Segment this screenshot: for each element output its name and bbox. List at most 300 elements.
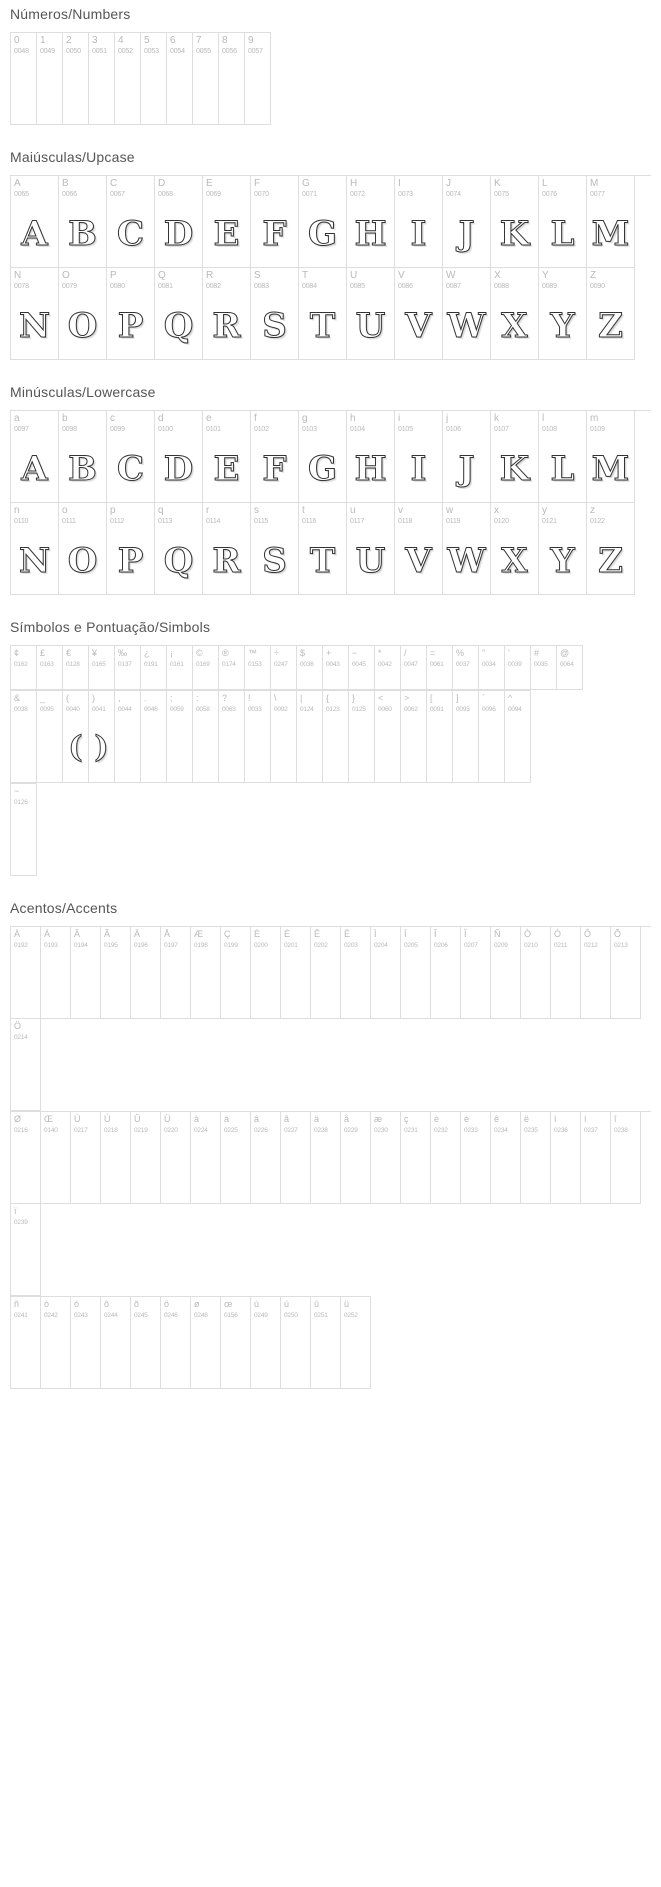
glyph-cell[interactable] <box>203 176 251 268</box>
charmap-section <box>0 0 661 125</box>
glyph-cell[interactable] <box>251 1112 281 1204</box>
glyph-cell[interactable] <box>219 691 245 783</box>
glyph-code-label: 0236 <box>554 1127 568 1134</box>
glyph-preview: C <box>116 214 145 254</box>
glyph-char-label: 6 <box>170 35 176 46</box>
glyph-cell[interactable] <box>521 927 551 1019</box>
charmap-section <box>0 613 661 876</box>
glyph-cell[interactable] <box>281 1297 311 1389</box>
glyph-cell[interactable] <box>221 1112 251 1204</box>
glyph-char-label: b <box>62 413 68 424</box>
glyph-code-label: 0125 <box>352 706 366 713</box>
glyph-code-label: 0193 <box>44 942 58 949</box>
glyph-cell[interactable] <box>63 646 89 690</box>
glyph-preview: E <box>213 449 240 489</box>
glyph-char-label: k <box>494 413 499 424</box>
glyph-cell[interactable] <box>203 268 251 360</box>
glyph-char-label: Ê <box>314 929 321 939</box>
glyph-code-label: 0121 <box>542 518 557 525</box>
glyph-cell[interactable] <box>299 411 347 503</box>
glyph-char-label: 5 <box>144 35 150 46</box>
glyph-code-label: 0246 <box>164 1312 178 1319</box>
glyph-cell[interactable] <box>155 268 203 360</box>
glyph-grid <box>10 175 651 360</box>
glyph-cell[interactable] <box>131 1112 161 1204</box>
glyph-cell[interactable] <box>101 1297 131 1389</box>
glyph-code-label: 0115 <box>254 518 269 525</box>
glyph-cell[interactable] <box>59 503 107 595</box>
glyph-cell[interactable] <box>11 784 37 876</box>
glyph-cell[interactable] <box>115 33 141 125</box>
glyph-char-label: í <box>584 1114 587 1124</box>
glyph-cell[interactable] <box>11 503 59 595</box>
glyph-cell[interactable] <box>251 503 299 595</box>
glyph-cell[interactable] <box>11 1297 41 1389</box>
glyph-char-label: q <box>158 505 164 516</box>
glyph-cell[interactable] <box>281 1112 311 1204</box>
glyph-cell[interactable] <box>11 33 37 125</box>
glyph-code-label: 0232 <box>434 1127 448 1134</box>
glyph-cell[interactable] <box>245 33 271 125</box>
glyph-cell[interactable] <box>521 1112 551 1204</box>
glyph-cell[interactable] <box>89 691 115 783</box>
glyph-cell[interactable] <box>191 1297 221 1389</box>
glyph-cell[interactable] <box>401 927 431 1019</box>
glyph-cell[interactable] <box>581 927 611 1019</box>
glyph-code-label: 0156 <box>224 1312 238 1319</box>
glyph-char-label: : <box>196 693 199 703</box>
glyph-cell[interactable] <box>59 176 107 268</box>
glyph-cell[interactable] <box>297 691 323 783</box>
glyph-cell[interactable] <box>551 1112 581 1204</box>
glyph-code-label: 0126 <box>14 799 28 806</box>
glyph-char-label: Ü <box>164 1114 171 1124</box>
glyph-cell[interactable] <box>37 646 63 690</box>
glyph-cell[interactable] <box>37 33 63 125</box>
glyph-cell[interactable] <box>63 33 89 125</box>
glyph-cell[interactable] <box>191 1112 221 1204</box>
glyph-cell[interactable] <box>193 691 219 783</box>
glyph-cell[interactable] <box>221 1297 251 1389</box>
glyph-cell[interactable] <box>443 268 491 360</box>
glyph-cell[interactable] <box>611 1112 641 1204</box>
glyph-code-label: 0033 <box>248 706 262 713</box>
glyph-code-label: 0042 <box>378 661 392 668</box>
glyph-char-label: Ï <box>464 929 467 939</box>
glyph-code-label: 0205 <box>404 942 418 949</box>
glyph-cell[interactable] <box>551 927 581 1019</box>
glyph-cell[interactable] <box>203 503 251 595</box>
glyph-code-label: 0084 <box>302 283 317 290</box>
glyph-cell[interactable] <box>161 1297 191 1389</box>
glyph-cell[interactable] <box>461 1112 491 1204</box>
glyph-cell[interactable] <box>11 268 59 360</box>
glyph-cell[interactable] <box>479 646 505 690</box>
glyph-cell[interactable] <box>587 503 635 595</box>
glyph-cell[interactable] <box>251 268 299 360</box>
glyph-cell[interactable] <box>395 411 443 503</box>
glyph-char-label: à <box>194 1114 200 1124</box>
glyph-cell[interactable] <box>37 691 63 783</box>
glyph-cell[interactable] <box>431 1112 461 1204</box>
glyph-char-label: B <box>62 178 69 189</box>
glyph-cell[interactable] <box>131 927 161 1019</box>
glyph-cell[interactable] <box>347 176 395 268</box>
glyph-preview: K <box>499 449 530 489</box>
glyph-cell[interactable] <box>107 503 155 595</box>
glyph-preview: A <box>21 449 48 489</box>
glyph-char-label: ` <box>482 693 485 703</box>
glyph-cell[interactable] <box>11 646 37 690</box>
glyph-cell[interactable] <box>155 411 203 503</box>
glyph-cell[interactable] <box>347 411 395 503</box>
glyph-code-label: 0102 <box>254 426 269 433</box>
glyph-code-label: 0097 <box>14 426 29 433</box>
glyph-code-label: 0079 <box>62 283 77 290</box>
glyph-code-label: 0046 <box>144 706 158 713</box>
glyph-cell[interactable] <box>347 268 395 360</box>
glyph-char-label: ë <box>524 1114 530 1124</box>
glyph-code-label: 0250 <box>284 1312 298 1319</box>
glyph-cell[interactable] <box>167 646 193 690</box>
glyph-cell[interactable] <box>395 268 443 360</box>
glyph-cell[interactable] <box>41 927 71 1019</box>
glyph-cell[interactable] <box>491 503 539 595</box>
glyph-cell[interactable] <box>431 927 461 1019</box>
glyph-cell[interactable] <box>531 646 557 690</box>
glyph-char-label: Ç <box>224 929 231 939</box>
glyph-char-label: v <box>398 505 403 516</box>
glyph-code-label: 0074 <box>446 191 461 198</box>
glyph-code-label: 0088 <box>494 283 509 290</box>
glyph-cell[interactable] <box>281 927 311 1019</box>
glyph-preview: H <box>354 449 387 489</box>
glyph-cell[interactable] <box>371 1112 401 1204</box>
glyph-cell[interactable] <box>587 176 635 268</box>
glyph-char-label: ç <box>404 1114 409 1124</box>
glyph-cell[interactable] <box>11 927 41 1019</box>
glyph-cell[interactable] <box>219 646 245 690</box>
glyph-code-label: 0116 <box>302 518 317 525</box>
glyph-cell[interactable] <box>401 646 427 690</box>
glyph-cell[interactable] <box>219 33 245 125</box>
glyph-code-label: 0071 <box>302 191 317 198</box>
glyph-cell[interactable] <box>89 33 115 125</box>
glyph-char-label: M <box>590 178 599 189</box>
glyph-cell[interactable] <box>167 691 193 783</box>
glyph-cell[interactable] <box>251 1297 281 1389</box>
glyph-preview: Z <box>598 541 623 581</box>
glyph-cell[interactable] <box>491 411 539 503</box>
glyph-char-label: o <box>62 505 68 516</box>
glyph-cell[interactable] <box>251 411 299 503</box>
glyph-cell[interactable] <box>71 1297 101 1389</box>
glyph-cell[interactable] <box>271 691 297 783</box>
glyph-code-label: 0153 <box>248 661 262 668</box>
glyph-code-label: 0211 <box>554 942 568 949</box>
glyph-code-label: 0067 <box>110 191 125 198</box>
glyph-code-label: 0076 <box>542 191 557 198</box>
glyph-preview: H <box>354 214 387 254</box>
glyph-code-label: 0234 <box>494 1127 508 1134</box>
glyph-char-label: _ <box>40 693 46 703</box>
glyph-char-label: 1 <box>40 35 46 46</box>
glyph-cell[interactable] <box>193 646 219 690</box>
glyph-code-label: 0095 <box>40 706 54 713</box>
glyph-cell[interactable] <box>11 1204 41 1296</box>
glyph-char-label: ï <box>14 1206 17 1216</box>
glyph-preview: D <box>163 449 194 489</box>
glyph-char-label: ‰ <box>118 648 127 658</box>
glyph-code-label: 0038 <box>14 706 28 713</box>
glyph-preview: B <box>68 449 97 489</box>
glyph-grid <box>10 926 651 1111</box>
glyph-char-label: Ú <box>104 1114 111 1124</box>
glyph-preview: M <box>591 214 630 254</box>
glyph-cell[interactable] <box>395 176 443 268</box>
glyph-grid <box>10 1111 651 1296</box>
glyph-char-label: À <box>14 929 21 939</box>
glyph-code-label: 0169 <box>196 661 210 668</box>
glyph-cell[interactable] <box>611 927 641 1019</box>
glyph-code-label: 0058 <box>196 706 210 713</box>
glyph-char-label: y <box>542 505 547 516</box>
glyph-cell[interactable] <box>131 1297 161 1389</box>
glyph-preview: V <box>405 541 432 581</box>
glyph-char-label: G <box>302 178 310 189</box>
glyph-cell[interactable] <box>395 503 443 595</box>
glyph-cell[interactable] <box>443 411 491 503</box>
glyph-cell[interactable] <box>11 176 59 268</box>
glyph-cell[interactable] <box>11 411 59 503</box>
glyph-char-label: H <box>350 178 358 189</box>
glyph-cell[interactable] <box>427 691 453 783</box>
glyph-cell[interactable] <box>245 646 271 690</box>
glyph-cell[interactable] <box>71 927 101 1019</box>
glyph-preview: N <box>18 306 51 346</box>
glyph-cell[interactable] <box>491 1112 521 1204</box>
glyph-char-label: Á <box>44 929 51 939</box>
glyph-code-label: 0070 <box>254 191 269 198</box>
glyph-cell[interactable] <box>11 691 37 783</box>
glyph-cell[interactable] <box>203 411 251 503</box>
glyph-code-label: 0069 <box>206 191 221 198</box>
glyph-cell[interactable] <box>311 1297 341 1389</box>
glyph-grid <box>10 690 531 783</box>
glyph-cell[interactable] <box>323 691 349 783</box>
glyph-cell[interactable] <box>155 176 203 268</box>
glyph-cell[interactable] <box>479 691 505 783</box>
glyph-char-label: ò <box>44 1299 50 1309</box>
glyph-code-label: 0231 <box>404 1127 418 1134</box>
glyph-cell[interactable] <box>347 503 395 595</box>
glyph-cell[interactable] <box>453 646 479 690</box>
glyph-cell[interactable] <box>491 927 521 1019</box>
glyph-code-label: 0237 <box>584 1127 598 1134</box>
glyph-code-label: 0081 <box>158 283 173 290</box>
glyph-char-label: Õ <box>614 929 622 939</box>
glyph-cell[interactable] <box>587 268 635 360</box>
glyph-cell[interactable] <box>11 1019 41 1111</box>
glyph-code-label: 0068 <box>158 191 173 198</box>
glyph-cell[interactable] <box>221 927 251 1019</box>
glyph-cell[interactable] <box>107 176 155 268</box>
glyph-cell[interactable] <box>505 646 531 690</box>
glyph-cell[interactable] <box>375 646 401 690</box>
glyph-char-label: ä <box>314 1114 320 1124</box>
glyph-cell[interactable] <box>311 1112 341 1204</box>
glyph-char-label: . <box>144 693 147 703</box>
glyph-preview: E <box>213 214 240 254</box>
glyph-preview: A <box>21 214 48 254</box>
glyph-cell[interactable] <box>251 176 299 268</box>
glyph-cell[interactable] <box>193 33 219 125</box>
glyph-cell[interactable] <box>505 691 531 783</box>
glyph-cell[interactable] <box>443 176 491 268</box>
glyph-cell[interactable] <box>299 503 347 595</box>
glyph-cell[interactable] <box>101 1112 131 1204</box>
glyph-char-label: 2 <box>66 35 72 46</box>
glyph-cell[interactable] <box>141 33 167 125</box>
glyph-cell[interactable] <box>341 1112 371 1204</box>
glyph-char-label: ô <box>104 1299 110 1309</box>
glyph-cell[interactable] <box>161 927 191 1019</box>
glyph-cell[interactable] <box>311 927 341 1019</box>
glyph-cell[interactable] <box>539 268 587 360</box>
charmap-section <box>0 378 661 595</box>
glyph-cell[interactable] <box>59 411 107 503</box>
glyph-cell[interactable] <box>141 691 167 783</box>
glyph-cell[interactable] <box>161 1112 191 1204</box>
glyph-cell[interactable] <box>443 503 491 595</box>
glyph-cell[interactable] <box>491 268 539 360</box>
glyph-cell[interactable] <box>587 411 635 503</box>
glyph-cell[interactable] <box>251 927 281 1019</box>
glyph-cell[interactable] <box>323 646 349 690</box>
glyph-code-label: 0065 <box>14 191 29 198</box>
glyph-char-label: î <box>614 1114 617 1124</box>
glyph-char-label: ú <box>284 1299 290 1309</box>
glyph-cell[interactable] <box>341 1297 371 1389</box>
glyph-cell[interactable] <box>349 691 375 783</box>
glyph-cell[interactable] <box>115 691 141 783</box>
glyph-code-label: 0052 <box>118 48 133 55</box>
glyph-cell[interactable] <box>539 503 587 595</box>
glyph-char-label: Ä <box>134 929 141 939</box>
glyph-code-label: 0093 <box>456 706 470 713</box>
glyph-code-label: 0061 <box>430 661 444 668</box>
glyph-char-label: ) <box>92 693 95 703</box>
glyph-cell[interactable] <box>371 927 401 1019</box>
glyph-char-label: Å <box>164 929 171 939</box>
glyph-cell[interactable] <box>101 927 131 1019</box>
glyph-cell[interactable] <box>461 927 491 1019</box>
glyph-cell[interactable] <box>297 646 323 690</box>
glyph-cell[interactable] <box>401 1112 431 1204</box>
glyph-cell[interactable] <box>115 646 141 690</box>
glyph-char-label: } <box>352 693 356 703</box>
glyph-preview: L <box>550 449 575 489</box>
glyph-cell[interactable] <box>107 268 155 360</box>
glyph-cell[interactable] <box>141 646 167 690</box>
glyph-cell[interactable] <box>539 411 587 503</box>
glyph-preview: N <box>18 541 51 581</box>
glyph-code-label: 0200 <box>254 942 268 949</box>
glyph-code-label: 0036 <box>300 661 314 668</box>
glyph-code-label: 0199 <box>224 942 238 949</box>
glyph-code-label: 0039 <box>508 661 522 668</box>
glyph-char-label: € <box>66 648 72 658</box>
glyph-char-label: ¡ <box>170 648 173 658</box>
glyph-char-label: F <box>254 178 261 189</box>
glyph-char-label: è <box>434 1114 440 1124</box>
glyph-char-label: Ì <box>374 929 377 939</box>
glyph-char-label: | <box>300 693 303 703</box>
glyph-cell[interactable] <box>107 411 155 503</box>
glyph-code-label: 0198 <box>194 942 208 949</box>
glyph-cell[interactable] <box>299 176 347 268</box>
glyph-code-label: 0218 <box>104 1127 118 1134</box>
glyph-char-label: ^ <box>508 693 513 703</box>
glyph-code-label: 0062 <box>404 706 418 713</box>
glyph-cell[interactable] <box>11 1112 41 1204</box>
glyph-cell[interactable] <box>491 176 539 268</box>
glyph-cell[interactable] <box>41 1297 71 1389</box>
glyph-cell[interactable] <box>155 503 203 595</box>
glyph-code-label: 0249 <box>254 1312 268 1319</box>
glyph-cell[interactable] <box>427 646 453 690</box>
charmap-section <box>0 143 661 360</box>
glyph-cell[interactable] <box>63 691 89 783</box>
glyph-cell[interactable] <box>299 268 347 360</box>
glyph-code-label: 0072 <box>350 191 365 198</box>
glyph-preview: B <box>68 214 97 254</box>
glyph-code-label: 0078 <box>14 283 29 290</box>
glyph-cell[interactable] <box>375 691 401 783</box>
glyph-preview: K <box>499 214 530 254</box>
glyph-code-label: 0120 <box>494 518 509 525</box>
glyph-cell[interactable] <box>271 646 297 690</box>
glyph-cell[interactable] <box>539 176 587 268</box>
glyph-cell[interactable] <box>245 691 271 783</box>
glyph-cell[interactable] <box>167 33 193 125</box>
glyph-cell[interactable] <box>401 691 427 783</box>
glyph-code-label: 0092 <box>274 706 288 713</box>
glyph-cell[interactable] <box>59 268 107 360</box>
glyph-char-label: ÷ <box>274 648 279 658</box>
glyph-code-label: 0045 <box>352 661 366 668</box>
glyph-cell[interactable] <box>89 646 115 690</box>
glyph-char-label: ù <box>254 1299 260 1309</box>
glyph-code-label: 0161 <box>170 661 184 668</box>
section-title: Minúsculas/Lowercase <box>10 384 156 400</box>
glyph-cell[interactable] <box>191 927 221 1019</box>
glyph-cell[interactable] <box>557 646 583 690</box>
glyph-code-label: 0194 <box>74 942 88 949</box>
glyph-cell[interactable] <box>41 1112 71 1204</box>
glyph-char-label: f <box>254 413 257 424</box>
glyph-cell[interactable] <box>453 691 479 783</box>
glyph-cell[interactable] <box>581 1112 611 1204</box>
glyph-cell[interactable] <box>341 927 371 1019</box>
glyph-char-label: 0 <box>14 35 20 46</box>
glyph-cell[interactable] <box>349 646 375 690</box>
glyph-char-label: ] <box>456 693 459 703</box>
glyph-char-label: é <box>464 1114 470 1124</box>
glyph-char-label: A <box>14 178 21 189</box>
glyph-char-label: ¥ <box>92 648 98 658</box>
glyph-cell[interactable] <box>71 1112 101 1204</box>
